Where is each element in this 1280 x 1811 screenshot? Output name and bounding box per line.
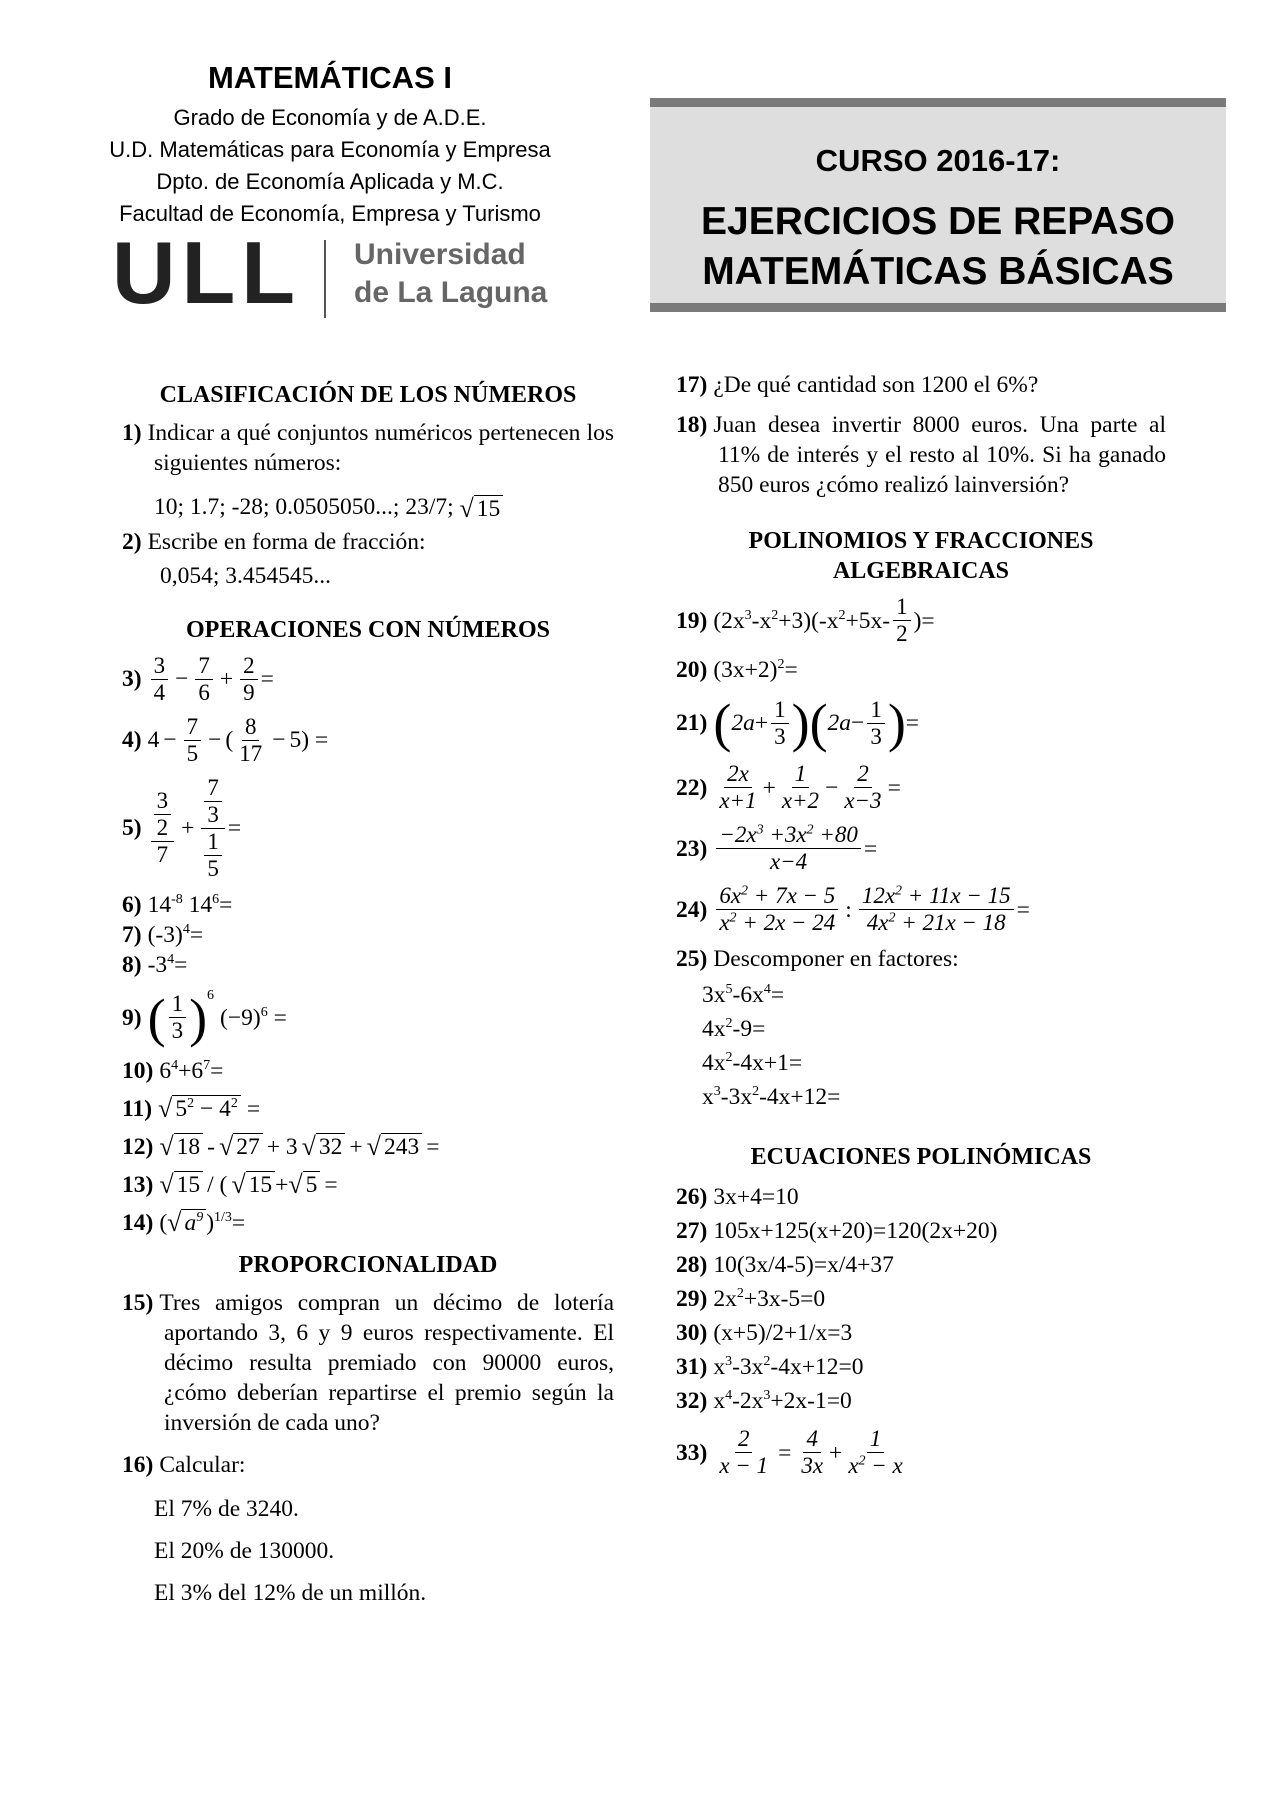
exercise-15: 15) Tres amigos compran un décimo de lotería aportando 3, 6 y 9 euros respectivamente. El décimo resulta premiado con 90000 euros, ¿cómo deberían repartirse el premio según la inversión de cada uno? xyxy=(122,1289,614,1436)
header-line-4: Facultad de Economía, Empresa y Turismo xyxy=(119,201,541,226)
section-polinomios: POLINOMIOS Y FRACCIONES ALGEBRAICAS xyxy=(748,528,1094,584)
exercise-11: 11) √ $5^2 - 4^2$ = xyxy=(122,1093,261,1123)
exercise-7: 7) $(-3)^4=$ xyxy=(122,921,204,948)
exercise-30: 30) (x+5)/2+1/x=3 xyxy=(676,1320,853,1346)
section-proporcionalidad: PROPORCIONALIDAD xyxy=(238,1251,498,1278)
exercise-32: 32) $x^4-2x^3+2x-1=0$ xyxy=(676,1388,852,1414)
university-logo xyxy=(112,223,562,324)
exercise-26: 26) 3x+4=10 xyxy=(676,1184,799,1210)
exercise-4: 4) 4 − $\frac{7}{5}$ − ( $\frac{8}{17}$ − 5) = xyxy=(122,713,329,766)
header-line-3: Dpto. de Economía Aplicada y M.C. xyxy=(156,169,504,194)
section-ecuaciones: ECUACIONES POLINÓMICAS xyxy=(750,1144,1092,1170)
exercise-16-a: El 7% de 3240. xyxy=(154,1495,299,1522)
exercise-2: 2) Escribe en forma de fracción: xyxy=(122,528,426,555)
exercise-1: 1) Indicar a qué conjuntos numéricos pertenecen los siguientes números: xyxy=(122,420,614,476)
exercise-2-list: 0,054; 3.454545... xyxy=(160,562,332,589)
exercise-22: 22) $\frac{2x}{x+1}$ + $\frac{1}{x+2}$ − $\frac{2}{x-3}$ = xyxy=(676,761,901,813)
exercise-24: 24) $\frac{6x^2 + 7x - 5}{x^2 + 2x - 24}$ : $\frac{12x^2 + 11x - 15}{4x^2 + 21x - 18}$ = xyxy=(676,883,1030,935)
section-clasificacion: CLASIFICACIÓN DE LOS NÚMEROS xyxy=(159,382,577,408)
exercise-27: 27) 105x+125(x+20)=120(2x+20) xyxy=(676,1218,998,1244)
exercise-12: 12) √ 18 - √ 27 + 3 √ 32 + √ 243 = xyxy=(122,1131,440,1161)
exercise-25-items: $3x^5-6x^4=$ $4x^2-9=$ $4x^2-4x+1=$ $x^3-3x^2-4x+12=$ xyxy=(702,982,841,1110)
exercise-18: 18) Juan desea invertir 8000 euros. Una parte al 11% de interés y el resto al 10%. Si ha ganado 850 euros ¿cómo realizó lainversión? xyxy=(676,412,1166,498)
left-column xyxy=(122,368,614,1608)
exercise-1-list: 10; 1.7; -28; 0.0505050...; 23/7; √ 15 xyxy=(122,492,614,523)
exercise-10: 10) $6^4+6^7=$ xyxy=(122,1057,224,1084)
exercise-8: 8) $-3^4=$ xyxy=(122,951,188,978)
sqrt: √ 15 xyxy=(460,495,504,523)
exercise-9: 9) ( $\frac{1}{3}$ ) 6 $(-9)^6$ = xyxy=(122,987,287,1048)
box-title-1: EJERCICIOS DE REPASO xyxy=(701,200,1175,243)
logo-line-2: de La Laguna xyxy=(354,276,548,309)
exercise-21: 21) ( 2a + $\frac{1}{3}$ ) ( 2a − $\frac{1}{3}$ ) = xyxy=(676,693,920,753)
exercise-17: 17) ¿De qué cantidad son 1200 el 6%? xyxy=(676,372,1039,398)
header-line-1: Grado de Economía y de A.D.E. xyxy=(173,105,487,130)
logo-mark: ULL xyxy=(112,223,302,322)
title-box xyxy=(650,98,1226,312)
exercise-19: 19) $(2x^3-x^2+3)(-x^2+5x-$ $\frac{1}{2}$ )= xyxy=(676,594,935,646)
equations-list xyxy=(676,1180,1166,1418)
right-column xyxy=(676,368,1166,1487)
exercise-13: 13) √ 15 / ( √ 15 + √ 5 = xyxy=(122,1169,338,1199)
exercise-5: 5) $\frac{\frac{3}{2}}{7}$ + $\frac{\frac{7}{3}}{\frac{1}{5}}$ = xyxy=(122,774,242,881)
exercise-14: 14) ( √ $a^9$ )$^{1/3}$= xyxy=(122,1207,246,1237)
exercise-28: 28) 10(3x/4-5)=x/4+37 xyxy=(676,1252,894,1278)
exercise-25: 25) Descomponer en factores: xyxy=(676,946,959,972)
course-title: MATEMÁTICAS I xyxy=(208,60,452,95)
exercise-29: 29) $2x^2+3x-5=0$ xyxy=(676,1286,826,1312)
section-operaciones: OPERACIONES CON NÚMEROS xyxy=(185,616,551,643)
exercise-16-b: El 20% de 130000. xyxy=(154,1537,335,1564)
exercise-16-c: El 3% del 12% de un millón. xyxy=(154,1579,427,1606)
logo-line-1: Universidad xyxy=(354,238,526,271)
exercise-33: 33) $\frac{2}{x - 1}$ = $\frac{4}{3x}$ + $\frac{1}{x^2 - x}$ xyxy=(676,1426,903,1478)
exercise-20: 20) $(3x+2)^2=$ xyxy=(676,657,798,683)
exercise-6: 6) $14^{-8}$ $14^6=$ xyxy=(122,891,233,918)
course-year: CURSO 2016-17: xyxy=(815,143,1061,178)
exercise-31: 31) $x^3-3x^2-4x+12=0$ xyxy=(676,1354,864,1380)
logo-divider xyxy=(324,240,326,318)
box-title-2: MATEMÁTICAS BÁSICAS xyxy=(702,250,1174,293)
header-line-2: U.D. Matemáticas para Economía y Empresa xyxy=(109,137,551,162)
exercise-3: 3) $\frac{3}{4}$ − $\frac{7}{6}$ + $\frac{2}{9}$ = xyxy=(122,652,274,705)
header-left xyxy=(80,60,580,230)
exercise-23: 23) $\frac{-2x^3 +3x^2 +80}{x-4}$ = xyxy=(676,822,878,874)
exercise-16: 16) Calcular: xyxy=(122,1451,246,1478)
